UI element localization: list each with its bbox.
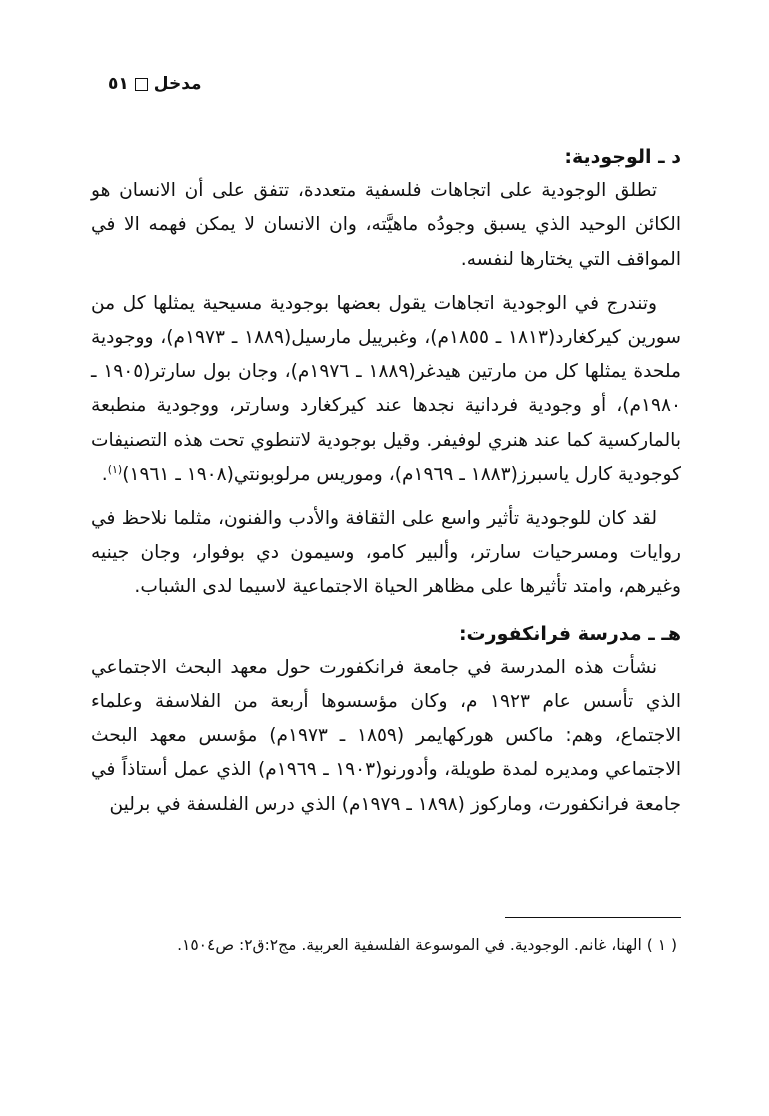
paragraph-text: وتندرج في الوجودية اتجاهات يقول بعضها بوجودية مسيحية يمثلها كل من سورين كيركغارد(١٨١٣ ـ ١٨٥٥م)، وغبرييل مارسيل(١٨٨٩ ـ ١٩٧٣م)، ووجودية ملحدة يمثلها كل من مارتين هيدغر(١٨٨٩ ـ ١٩٧٦م)، وجان بول سارتر(١٩٠٥ ـ ١٩٨٠م)، أو وجودية فردانية نجدها عند كيركغارد وسارتر، ووجودية منطبعة بالماركسية كما عند هنري لوفيفر. وقيل بوجودية لاتنطوي تحت هذه التصنيفات كوجودية كارل ياسبرز(١٨٨٣ ـ ١٩٦٩م)، وموريس مرلوبونتي(١٩٠٨ ـ ١٩٦١) bbox=[91, 292, 682, 485]
footnote: ( ١ ) الهنا، غانم. الوجودية. في الموسوعة الفلسفية العربية. مج٢:ق٢: ص١٥٠٤. bbox=[177, 936, 677, 954]
paragraph: لقد كان للوجودية تأثير واسع على الثقافة والأدب والفنون، مثلما نلاحظ في روايات ومسرحيات سارتر، وألبير كامو، وسيمون دي بوفوار، وجان جينيه وغيرهم، وامتد تأثيرها على مظاهر الحياة الاجتماعية لاسيما لدى الشباب. bbox=[91, 508, 681, 598]
page-number: ٥١ bbox=[108, 74, 129, 94]
paragraph: تطلق الوجودية على اتجاهات فلسفية متعددة، تتفق على أن الانسان هو الكائن الوحيد الذي يسبق وجودُه ماهيَّته، وان الانسان لا يمكن فهمه الا في المواقف التي يختارها لنفسه. bbox=[91, 180, 681, 270]
paragraph: نشأت هذه المدرسة في جامعة فرانكفورت حول معهد البحث الاجتماعي الذي تأسس عام ١٩٢٣ م، وكان مؤسسوها أربعة من الفلاسفة وعلماء الاجتماع، وهم: ماكس هوركهايمر (١٨٥٩ ـ ١٩٧٣م) مؤسس معهد البحث الاجتماعي ومديره لمدة طويلة، وأدورنو(١٩٠٣ ـ ١٩٦٩م) الذي عمل أستاذاً في جامعة فرانكفورت، وماركوز (١٨٩٨ ـ ١٩٧٩م) الذي درس الفلسفة في برلين bbox=[91, 656, 681, 815]
footnote-divider bbox=[505, 917, 681, 918]
header-separator-box bbox=[135, 78, 148, 91]
section-heading-frankfurt-school: هـ ـ مدرسة فرانكفورت: bbox=[458, 622, 681, 645]
section-heading-existentialism: د ـ الوجودية: bbox=[564, 146, 681, 168]
header-section-title: مدخل bbox=[153, 74, 202, 94]
paragraph-with-footnote: وتندرج في الوجودية اتجاهات يقول بعضها بوجودية مسيحية يمثلها كل من سورين كيركغارد(١٨١٣ ـ ١٨٥٥م)، وغبرييل مارسيل(١٨٨٩ ـ ١٩٧٣م)، ووجودية ملحدة يمثلها كل من مارتين هيدغر(١٨٨٩ ـ ١٩٧٦م)، وجان بول سارتر(١٩٠٥ ـ ١٩٨٠م)، أو وجودية فردانية نجدها عند كيركغارد وسارتر، ووجودية منطبعة بالماركسية كما عند هنري لوفيفر. وقيل بوجودية لاتنطوي تحت هذه التصنيفات كوجودية كارل ياسبرز(١٨٨٣ ـ ١٩٦٩م)، وموريس مرلوبونتي(١٩٠٨ ـ ١٩٦١)$^{(١)}$. bbox=[91, 292, 682, 485]
running-header bbox=[108, 74, 202, 94]
footnote-marker: (١) bbox=[107, 462, 123, 476]
page-body bbox=[91, 140, 681, 822]
